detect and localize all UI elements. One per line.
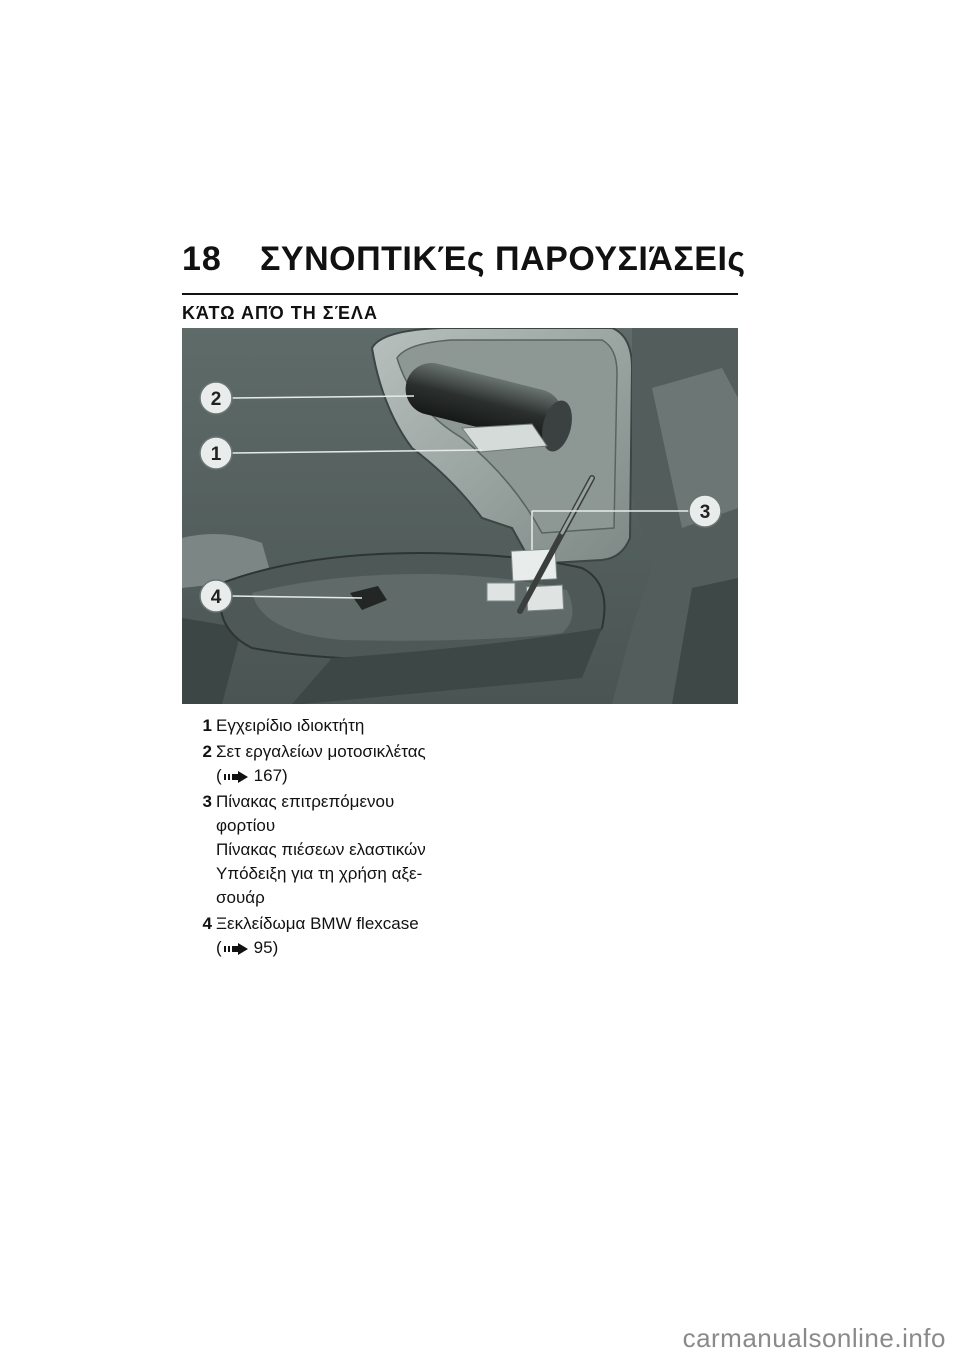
legend-number: 1 [202,716,212,735]
legend-item [182,740,482,788]
legend-list [182,714,482,962]
legend-item [182,714,482,738]
page-reference[interactable]: ( 95) [216,938,279,957]
watermark: carmanualsonline.info [682,1323,946,1353]
legend-text: Υπόδειξη για τη χρήση αξε- [216,864,423,883]
section-title: ΚΆΤΩ ΑΠΌ ΤΗ ΣΈΛΑ [182,303,378,323]
callout-2 [200,382,232,414]
arrow-right-icon [224,771,248,783]
legend-text: σουάρ [216,888,265,907]
legend-text: Σετ εργαλείων μοτοσικλέτας [216,742,426,761]
legend-text: φορτίου [216,816,276,835]
callout-1 [200,437,232,469]
callout-label: 1 [210,444,222,465]
legend-item [182,912,482,960]
callout-label: 4 [210,587,222,608]
legend-item [182,790,482,910]
callout-3 [689,495,721,527]
page-header [182,240,746,290]
legend-text: Εγχειρίδιο ιδιοκτήτη [216,716,365,735]
legend-text: Πίνακας πιέσεων ελαστικών [216,840,426,859]
legend-text: Πίνακας επιτρεπόμενου [216,792,395,811]
legend-number: 3 [202,792,212,811]
legend-number: 4 [202,914,212,933]
callout-4 [200,580,232,612]
header-divider [182,293,738,295]
legend-text: Ξεκλείδωμα BMW flexcase [216,914,419,933]
arrow-right-icon [224,943,248,955]
legend-number: 2 [202,742,212,761]
under-seat-illustration [182,328,738,704]
chapter-title: ΣΥΝΟΠΤΙΚΈς ΠΑΡΟΥΣΙΆΣΕΙς [260,240,746,278]
under-seat-figure [182,328,738,704]
callout-label: 3 [699,502,711,523]
page-number: 18 [182,240,222,278]
callout-label: 2 [210,389,222,410]
page-reference[interactable]: ( 167) [216,766,288,785]
